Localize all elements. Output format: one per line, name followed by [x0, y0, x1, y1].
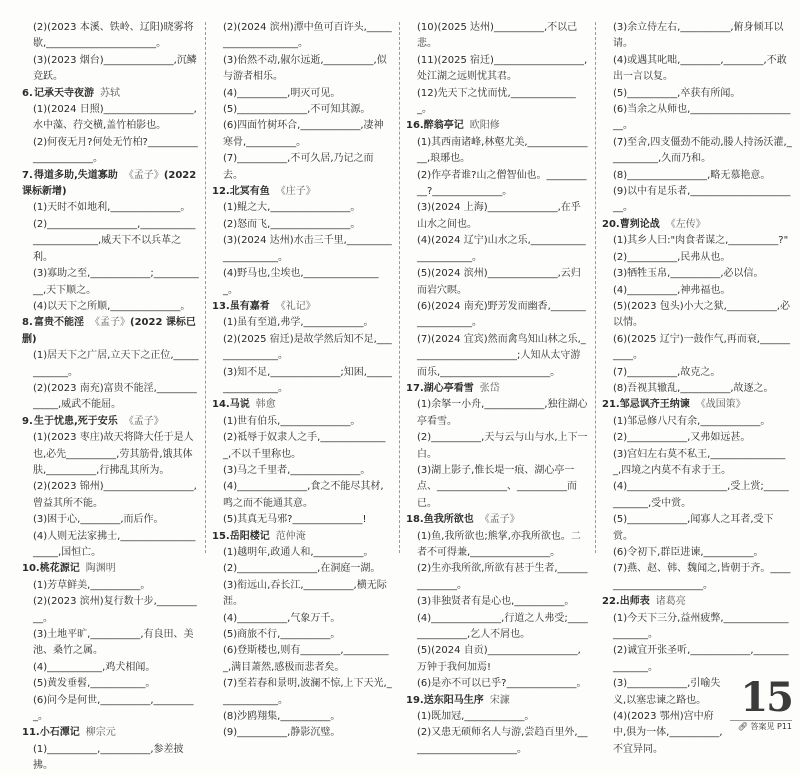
column-divider [205, 22, 206, 553]
section-number: 17. [406, 382, 424, 394]
section-heading [406, 693, 588, 709]
section-author: 《战国策》 [695, 399, 746, 411]
section-heading [602, 217, 792, 233]
fill-in-question: (3)非独贤者有是心也,__________。 [417, 596, 575, 608]
fill-in-question: (4)以天下之所顺,______________。 [33, 300, 191, 312]
fill-in-question: (3)寡助之至,____________;___________,天下顺之。 [33, 268, 199, 296]
section-number: 11. [22, 727, 40, 739]
fill-in-question: (4)野马也,尘埃也,________________。 [223, 268, 379, 296]
fill-in-question: (5)______________,不可知其源。 [223, 104, 371, 116]
page-badge [730, 674, 792, 733]
section-note: (2022 课标新增) [22, 169, 197, 198]
column-1 [22, 20, 200, 775]
column-3 [406, 20, 588, 758]
section-title: 记承天寺夜游 [34, 87, 94, 99]
fill-in-question: (3)(2023 烟台)______________,沉鳞竞跃。 [33, 54, 197, 83]
fill-in-question: (6)(2024 南充)野芳发而幽香,__________________。 [417, 300, 586, 329]
fill-in-question: (2)(2025 宿迁)是故学然后知不足,______________。 [223, 333, 392, 362]
section-heading [22, 168, 200, 201]
fill-in-question: (7)至若春和景明,波澜不惊,上下天光,____________。 [223, 678, 392, 706]
section-title: 马说 [229, 399, 250, 411]
fill-in-question: (1)(2023 枣庄)故天将降大任于是人也,必先__________,劳其筋骨,饿其体肤,__________,行拂乱其所为。 [33, 432, 194, 476]
fill-in-question: (1)鲲之大,________________。 [223, 202, 361, 214]
fill-in-question: (5)其真无马邪?______________! [223, 514, 367, 526]
fill-in-question: (6)登斯楼也,则有________,__________,满目萧然,感极而悲者矣。 [223, 645, 389, 673]
section-number: 18. [406, 514, 424, 526]
section-number: 6. [22, 87, 33, 99]
fill-in-question: (4)人则无法家拂士,____________________,国恒亡。 [33, 530, 196, 558]
section-heading [212, 529, 392, 545]
section-author: 诸葛亮 [655, 596, 686, 608]
fill-in-question: (4)(2024 辽宁)山水之乐,______________________。 [417, 235, 586, 263]
column-divider [399, 22, 400, 553]
section-title: 生于忧患,死于安乐 [34, 415, 118, 427]
link-icon: 🔗︎ [737, 722, 748, 732]
fill-in-question: (6)四面竹树环合,____________,凄神寒骨,__________。 [223, 120, 384, 148]
fill-in-question: (2)何夜无月?何处无竹柏?______________________。 [33, 136, 198, 165]
fill-in-question: (1)居天下之广居,立天下之正位,____________。 [33, 350, 199, 378]
fill-in-question: (7)__________,不可久居,乃记之而去。 [223, 153, 374, 181]
answer-reference-text: 答案见 P11 [750, 722, 792, 732]
section-heading [212, 299, 392, 315]
section-number: 21. [602, 399, 620, 411]
section-heading [22, 561, 200, 577]
fill-in-question: (8)吾视其辙乱,__________,故逐之。 [613, 382, 774, 394]
fill-in-question: (4)___________,鸡犬相闻。 [33, 661, 156, 673]
fill-in-question: (4)__________,明灭可见。 [223, 87, 341, 99]
fill-in-question: (4)__________,神弗福也。 [613, 284, 731, 296]
fill-in-question: (1)越明年,政通人和,__________。 [223, 547, 374, 558]
section-number: 20. [602, 218, 620, 230]
page-number: 15 [740, 674, 792, 722]
section-number: 16. [406, 120, 424, 132]
section-heading [406, 512, 588, 528]
section-author: 范仲淹 [275, 530, 306, 542]
section-number: 8. [22, 317, 33, 329]
section-heading [212, 397, 392, 413]
fill-in-question: (4)______________,食之不能尽其材,鸣之而不能通其意。 [223, 481, 384, 509]
fill-in-question: (3)____________,引喻失义,以塞忠谏之路也。 [613, 678, 721, 706]
fill-in-question: (5)商旅不行,__________。 [223, 629, 341, 641]
fill-in-question: (3)(2024 达州)水击三千里,____________________。 [223, 235, 392, 263]
section-number: 7. [22, 169, 33, 181]
fill-in-question: (5)黄发垂髫,___________。 [33, 678, 156, 690]
fill-in-question: (2)__________,民弗从也。 [613, 251, 731, 263]
fill-in-question: (7)__________,故克之。 [613, 366, 721, 378]
fill-in-question: (2)__________,天与云与山与水,上下一白。 [417, 432, 588, 460]
fill-in-question: (10)(2025 达州)__________,不以己悲。 [417, 22, 578, 50]
fill-in-question: (5)(2023 包头)小大之狱,__________,必以情。 [613, 300, 790, 329]
section-heading [22, 414, 200, 430]
fill-in-question: (2)__________________,________________________,威天下不以兵革之利。 [33, 218, 196, 263]
fill-in-question: (7)至舍,四支僵劲不能动,媵人持汤沃灌,__________,久而乃和。 [613, 136, 792, 165]
section-number: 13. [212, 300, 230, 312]
fill-in-question: (2)____________,又弗如远甚。 [613, 432, 751, 444]
section-title: 出师表 [619, 596, 650, 608]
fill-in-question: (2)诚宜开张圣听,____________,______________。 [613, 645, 789, 673]
fill-in-question: (1)其乡人曰:"肉食者谋之,__________?" [613, 235, 789, 247]
fill-in-question: (6)当余之从师也,______________________。 [613, 104, 791, 132]
section-number: 22. [602, 596, 620, 608]
fill-in-question: (4)____________________,受上赏;____________,受中赏。 [613, 481, 789, 509]
fill-in-question: (4)(2023 鄂州)宫中府中,俱为一体,__________,不宜异同。 [613, 711, 723, 755]
answer-reference [730, 721, 792, 733]
section-number: 10. [22, 563, 40, 575]
section-title: 岳阳楼记 [229, 530, 270, 542]
fill-in-question: (4)______________,行道之人弗受;______________,乞人不屑也。 [417, 612, 588, 641]
fill-in-question: (2)(2023 本溪、铁岭、辽阳)晓雾将歇,______________________。 [33, 22, 194, 50]
section-heading [406, 118, 588, 134]
section-number: 12. [212, 186, 230, 198]
section-title: 小石潭记 [39, 727, 80, 739]
section-title: 湖心亭看雪 [423, 382, 474, 394]
fill-in-question: (12)先天下之忧而忧,______________。 [417, 87, 576, 116]
fill-in-question: (2)(2024 滨州)潭中鱼可百许头,____________________。 [223, 22, 392, 50]
fill-in-question: (4)或遇其叱咄,________,________,不敢出一言以复。 [613, 54, 787, 83]
fill-in-question: (6)令初下,群臣进谏,__________。 [613, 547, 764, 558]
fill-in-question: (1)邹忌修八尺有余,____________。 [613, 415, 771, 427]
section-author: 苏轼 [100, 87, 120, 99]
section-number: 19. [406, 694, 424, 706]
fill-in-question: (6)问今是何世,__________,_________。 [33, 694, 194, 723]
section-title: 邹忌讽齐王纳谏 [619, 399, 690, 411]
fill-in-question: (1)鱼,我所欲也;熊掌,亦我所欲也。二者不可得兼,________________。 [417, 530, 581, 558]
section-heading [22, 86, 200, 102]
fill-in-question: (3)湖上影子,惟长堤一痕、湖心亭一点、______________、__________而已。 [417, 464, 577, 509]
column-4 [602, 20, 792, 758]
section-author: 陶渊明 [85, 563, 116, 575]
section-author: 《左传》 [665, 218, 706, 230]
section-title: 得道多助,失道寡助 [34, 169, 118, 181]
fill-in-question: (2)(2023 南充)富贵不能淫,_____________,威武不能屈。 [33, 382, 197, 411]
fill-in-question: (3)余立侍左右,__________,俯身倾耳以请。 [613, 22, 784, 50]
fill-in-question: (5)(2024 滨州)______________,云归而岩穴暝。 [417, 268, 581, 296]
fill-in-question: (7)(2024 宜宾)然而禽鸟知山林之乐,_____________________;人知从太守游而乐,______________________。 [417, 333, 586, 378]
section-title: 富贵不能淫 [34, 317, 84, 329]
column-2 [212, 20, 392, 742]
fill-in-question: (3)困于心,________,而后作。 [33, 514, 164, 526]
fill-in-question: (4)__________,气象万千。 [223, 612, 341, 624]
fill-in-question: (1)既加冠,____________。 [417, 711, 535, 723]
fill-in-question: (5)__________,卒获有所闻。 [613, 87, 741, 99]
section-author: 《孟子》 [90, 317, 130, 329]
fill-in-question: (1)芳草鲜美,__________。 [33, 579, 151, 591]
fill-in-question: (1)余拏一小舟,____________,独往湖心亭看雪。 [417, 399, 588, 427]
fill-in-question: (3)衔远山,吞长江,__________,横无际涯。 [223, 579, 387, 608]
fill-in-question: (2)________________,在洞庭一湖。 [223, 563, 381, 575]
section-heading [602, 397, 792, 413]
fill-in-question: (3)(2024 上海)______________,在乎山水之间也。 [417, 202, 581, 230]
fill-in-question: (5)____________,闻寡人之耳者,受下赏。 [613, 514, 774, 542]
fill-in-question: (6)是亦不可以已乎?______________。 [417, 678, 587, 690]
section-author: 《孟子》 [123, 415, 164, 427]
fill-in-question: (9)__________,静影沉璧。 [223, 727, 341, 739]
column-divider [595, 22, 596, 553]
section-number: 15. [212, 530, 230, 542]
section-author: 宋濂 [489, 694, 510, 706]
section-title: 鱼我所欲也 [423, 514, 474, 526]
section-number: 9. [22, 415, 33, 427]
section-title: 送东阳马生序 [423, 694, 484, 706]
section-author: 《庄子》 [275, 186, 316, 198]
fill-in-question: (2)生亦我所欲,所欲有甚于生者,______________。 [417, 563, 588, 591]
fill-in-question: (7)燕、赵、韩、魏闻之,皆朝于齐。______________________。 [613, 563, 791, 591]
fill-in-question: (1)今天下三分,益州疲弊,____________________。 [613, 612, 789, 641]
fill-in-question: (3)土地平旷,__________,有良田、美池、桑竹之属。 [33, 629, 194, 657]
fill-in-question: (3)马之千里者,______________。 [223, 464, 371, 476]
fill-in-question: (2)怒而飞,________________。 [223, 218, 361, 230]
section-heading [406, 381, 588, 397]
fill-in-question: (2)作亭者谁?山之僧智仙也。__________?______________。 [417, 169, 587, 198]
fill-in-question: (2)祗辱于奴隶人之手,______________,不以千里称也。 [223, 432, 386, 460]
fill-in-question: (1)(2024 日照)__________________,水中藻、荇交横,盖竹柏影也。 [33, 104, 197, 132]
fill-in-question: (9)以中有足乐者,______________________。 [613, 186, 791, 214]
section-note: (2022 课标已删) [22, 317, 196, 345]
section-author: 韩愈 [255, 399, 276, 411]
section-author: 《孟子》 [123, 169, 164, 181]
fill-in-question: (2)(2023 锦州)__________________,曾益其所不能。 [33, 481, 197, 509]
section-title: 桃花源记 [39, 563, 80, 575]
section-title: 北冥有鱼 [229, 186, 270, 198]
fill-in-question: (8)________________,略无慕艳意。 [613, 169, 771, 181]
fill-in-question: (2)又患无硕师名人与游,尝趋百里外,______________________。 [417, 727, 588, 755]
section-heading [22, 315, 200, 348]
fill-in-question: (3)知不足,______________;知困,________________。 [223, 366, 392, 394]
fill-in-question: (1)__________,__________,参差披拂。 [33, 743, 184, 772]
section-author: 《孟子》 [479, 514, 520, 526]
section-number: 14. [212, 399, 230, 411]
fill-in-question: (3)牺牲玉帛,__________,必以信。 [613, 268, 764, 280]
section-author: 张岱 [479, 382, 500, 394]
fill-in-question: (1)天时不如地利,______________。 [33, 202, 191, 214]
fill-in-question: (3)宫妇左右莫不私王,________________,四境之内莫不有求于王。 [613, 448, 786, 476]
fill-in-question: (1)世有伯乐,______________。 [223, 415, 361, 427]
fill-in-question: (11)(2025 宿迁)__________________,处江湖之远则忧其君。 [417, 54, 588, 83]
section-heading [22, 725, 200, 741]
fill-in-question: (6)(2025 辽宁)一鼓作气,再而衰,__________。 [613, 333, 790, 362]
section-author: 《礼记》 [275, 300, 316, 312]
section-heading [602, 594, 792, 610]
section-title: 曹刿论战 [619, 218, 660, 230]
fill-in-question: (1)虽有至道,弗学,____________。 [223, 317, 374, 329]
section-author: 欧阳修 [469, 120, 500, 132]
fill-in-question: (5)(2024 自贡)__________________,万钟于我何加焉! [417, 645, 581, 673]
section-title: 虽有嘉肴 [229, 300, 270, 312]
fill-in-question: (1)其西南诸峰,林壑尤美,______________,琅琊也。 [417, 136, 588, 165]
section-title: 醉翁亭记 [423, 120, 464, 132]
fill-in-question: (2)(2023 滨州)复行数十步,__________。 [33, 596, 197, 624]
fill-in-question: (8)沙鸥翔集,__________。 [223, 711, 341, 723]
section-author: 柳宗元 [85, 727, 116, 739]
fill-in-question: (3)佁然不动,俶尔远逝,__________,似与游者相乐。 [223, 54, 387, 83]
section-heading [212, 184, 392, 200]
